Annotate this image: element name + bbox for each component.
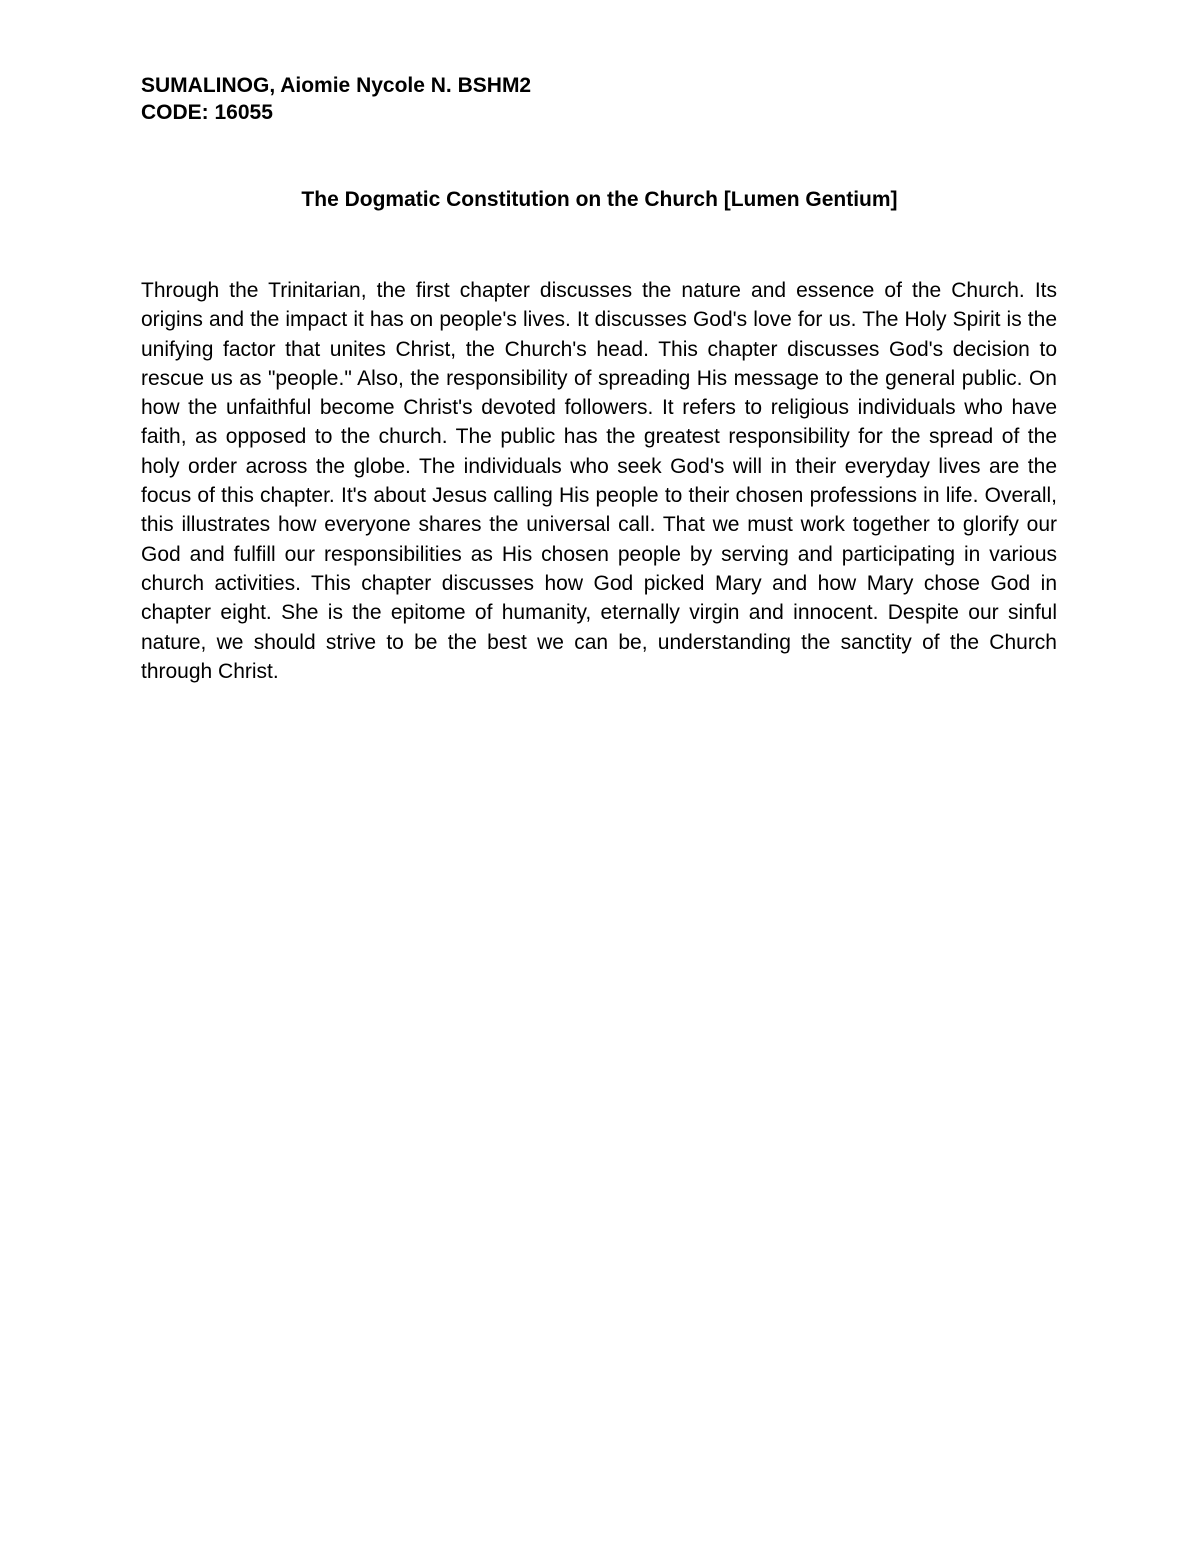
document-title: The Dogmatic Constitution on the Church [Lumen Gentium] — [301, 188, 898, 211]
author-line: SUMALINOG, Aiomie Nycole N. BSHM2 — [141, 74, 532, 97]
author-header — [141, 72, 531, 126]
code-line: CODE: 16055 — [141, 101, 273, 124]
body-paragraph: Through the Trinitarian, the first chapter discusses the nature and essence of the Church. Its origins and the impact it has on people's lives. It discusses God's love for us. The Holy Spirit is the unifying factor that unites Christ, the Church's head. This chapter discusses God's decision to rescue us as "people." Also, the responsibility of spreading His message to the general public. On how the unfaithful become Christ's devoted followers. It refers to religious individuals who have faith, as opposed to the church. The public has the greatest responsibility for the spread of the holy order across the globe. The individuals who seek God's will in their everyday lives are the focus of this chapter. It's about Jesus calling His people to their chosen professions in life. Overall, this illustrates how everyone shares the universal call. That we must work together to glorify our God and fulfill our responsibilities as His chosen people by serving and participating in various church activities. This chapter discusses how God picked Mary and how Mary chose God in chapter eight. She is the epitome of humanity, eternally virgin and innocent. Despite our sinful nature, we should strive to be the best we can be, understanding the sanctity of the Church through Christ. — [141, 279, 1057, 683]
